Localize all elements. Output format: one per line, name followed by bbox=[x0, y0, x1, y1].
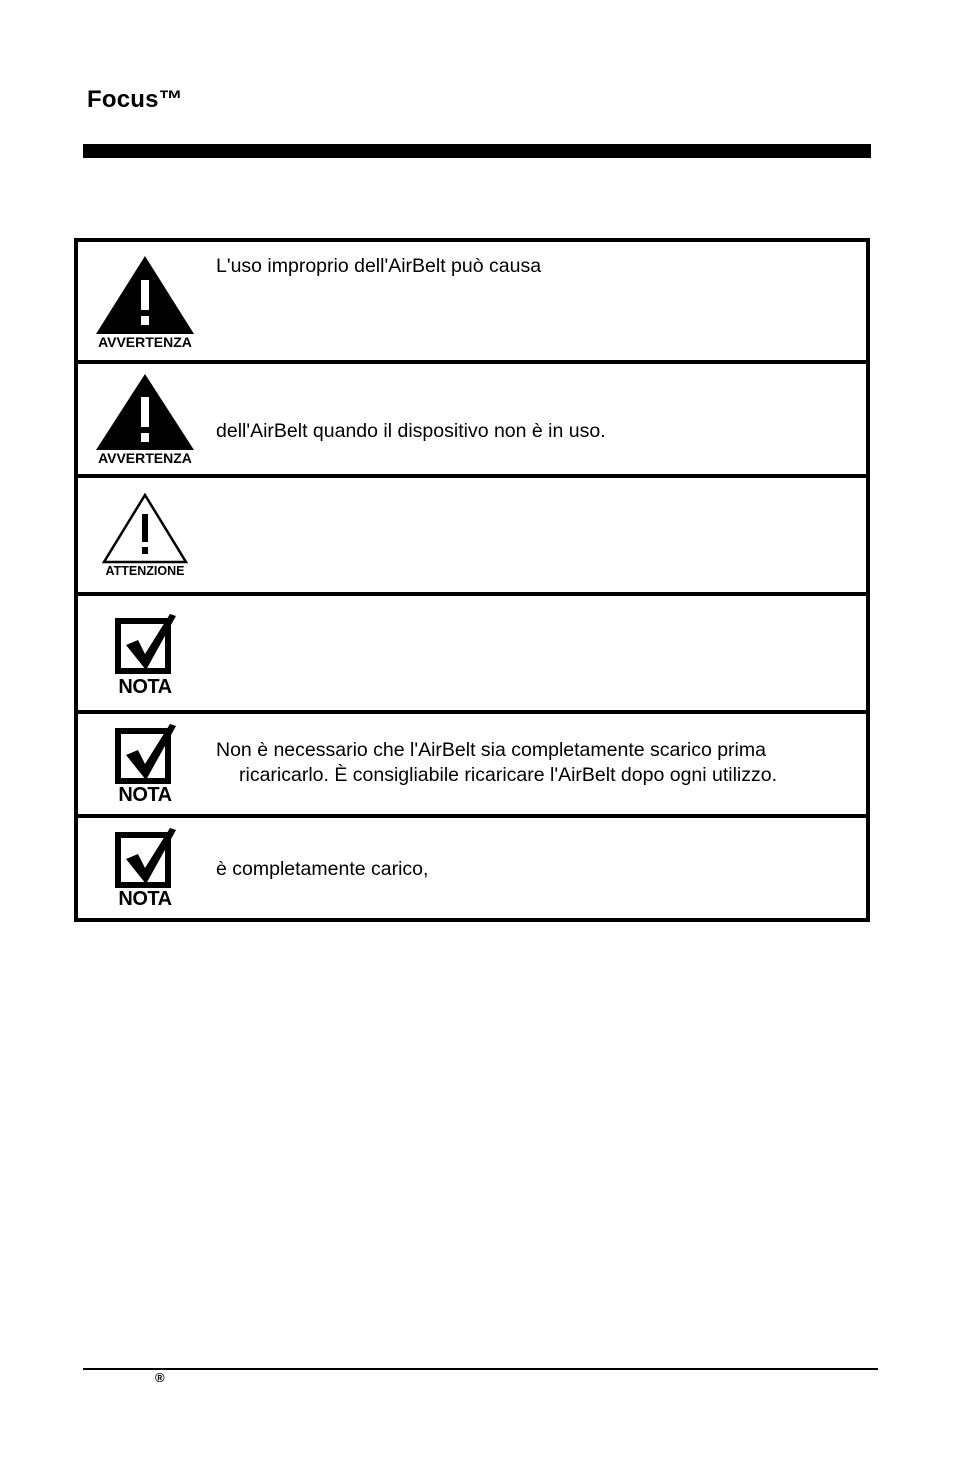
note-label: NOTA bbox=[118, 676, 172, 698]
notice-line: dell'AirBelt quando il dispositivo non è in uso. bbox=[216, 420, 606, 442]
notice-row-note-3 bbox=[78, 818, 866, 918]
page-title: Focus™ bbox=[87, 86, 183, 113]
warning-triangle-filled-icon bbox=[90, 254, 200, 336]
checkbox-checkmark-icon bbox=[90, 722, 200, 786]
note-label: NOTA bbox=[118, 784, 172, 806]
notice-text bbox=[216, 857, 428, 882]
registered-mark: ® bbox=[155, 1370, 165, 1385]
notice-line: L'uso improprio dell'AirBelt può causa bbox=[216, 255, 542, 277]
notice-row-caution bbox=[78, 478, 866, 592]
caution-label: ATTENZIONE bbox=[105, 564, 185, 578]
note-label: NOTA bbox=[118, 888, 172, 910]
notice-table bbox=[74, 238, 870, 922]
caution-symbol bbox=[90, 492, 200, 588]
notice-row-warning-2 bbox=[78, 364, 866, 474]
notice-text bbox=[216, 738, 777, 788]
notice-line: ricaricarlo. È consigliabile ricaricare l'AirBelt dopo ogni utilizzo. bbox=[239, 764, 778, 786]
note-symbol bbox=[90, 612, 200, 708]
checkbox-checkmark-icon bbox=[90, 826, 200, 890]
notice-text bbox=[216, 254, 541, 279]
header-divider-bar bbox=[83, 144, 871, 158]
caution-triangle-outline-icon bbox=[90, 492, 200, 564]
notice-line: è completamente carico, bbox=[216, 858, 429, 880]
notice-row-note-2 bbox=[78, 714, 866, 814]
warning-label: AVVERTENZA bbox=[98, 450, 192, 466]
note-symbol bbox=[90, 826, 200, 916]
warning-triangle-filled-icon bbox=[90, 372, 200, 452]
notice-line: Non è necessario che l'AirBelt sia completamente scarico prima bbox=[216, 739, 766, 761]
notice-row-warning-1 bbox=[78, 242, 866, 360]
warning-label: AVVERTENZA bbox=[98, 334, 192, 350]
checkbox-checkmark-icon bbox=[90, 612, 200, 676]
warning-symbol bbox=[90, 372, 200, 468]
notice-row-note-1 bbox=[78, 596, 866, 710]
footer-rule bbox=[83, 1368, 878, 1370]
note-symbol bbox=[90, 722, 200, 812]
notice-text bbox=[216, 419, 606, 444]
warning-symbol bbox=[90, 254, 200, 350]
